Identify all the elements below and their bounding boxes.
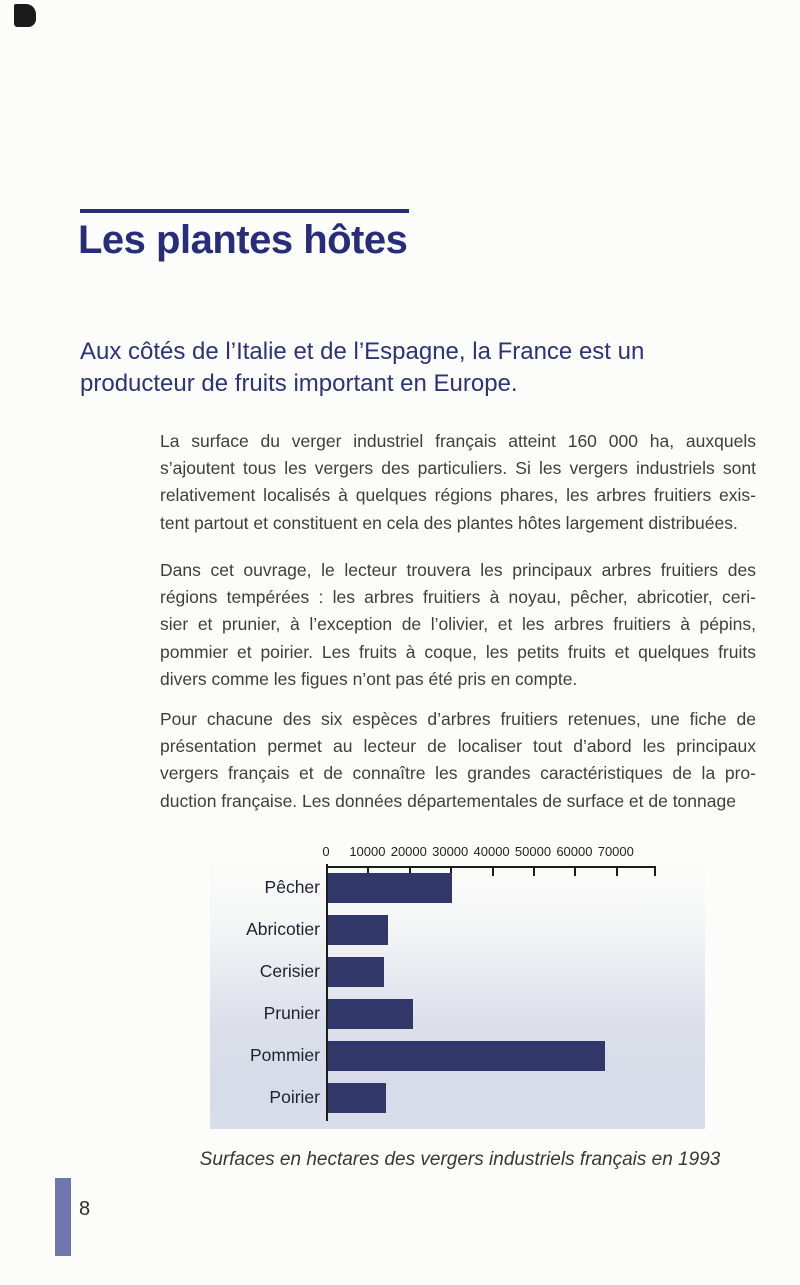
text-line: tent partout et constituent en cela des plantes hôtes largement distribuées. (160, 512, 738, 533)
text-line: duction française. Les données départementales de surface et de tonnage (160, 790, 736, 811)
text-line: s’ajoutent tous les vergers des particuliers. Si les vergers industriels sont (160, 458, 756, 479)
x-axis-tick-label: 0 (322, 844, 330, 859)
category-label: Cerisier (259, 961, 320, 981)
chart-caption: Surfaces en hectares des vergers industriels français en 1993 (199, 1149, 721, 1170)
bar-abricotier (328, 915, 388, 945)
text-line: présentation permet au lecteur de localiser tout d’abord les principaux (160, 736, 756, 757)
x-axis-tick-label: 10000 (349, 844, 386, 859)
x-axis-tick-label: 20000 (390, 844, 427, 859)
lead-line: Aux côtés de l’Italie et de l’Espagne, la France est un (80, 338, 645, 365)
bar-prunier (328, 999, 413, 1029)
text-line: divers comme les figues n’ont pas été pris en compte. (160, 668, 578, 689)
bar-cerisier (328, 957, 384, 987)
x-axis-tick-label: 70000 (597, 844, 634, 859)
x-axis-tick (492, 866, 494, 876)
category-label: Prunier (263, 1003, 320, 1023)
text-line: Pour chacune des six espèces d’arbres fruitiers retenues, une fiche de (160, 709, 756, 729)
x-axis-tick-label: 60000 (556, 844, 593, 859)
text-line: La surface du verger industriel français atteint 160 000 ha, auxquels (160, 431, 756, 451)
category-label: Poirier (269, 1087, 320, 1107)
paragraph-1 (160, 428, 756, 537)
x-axis-tick (574, 866, 576, 876)
lead-paragraph (80, 336, 740, 400)
category-label: Abricotier (246, 919, 320, 939)
lead-line: producteur de fruits important en Europe. (80, 370, 518, 397)
x-axis-end-tick (654, 866, 656, 876)
bar-pecher (328, 873, 452, 903)
paragraph-2 (160, 557, 756, 693)
page-marker-bar (55, 1178, 71, 1256)
paragraph-3 (160, 706, 756, 815)
chart-plot-area (210, 844, 705, 1129)
category-label: Pommier (249, 1045, 320, 1065)
category-label: Pêcher (264, 877, 320, 897)
title-rule (80, 209, 409, 213)
text-line: régions tempérées : les arbres fruitiers à noyau, pêcher, abricotier, ceri- (160, 587, 756, 608)
bar-poirier (328, 1083, 386, 1113)
text-line: vergers français et de connaître les grandes caractéristiques de la pro- (160, 763, 756, 784)
x-axis-tick-label: 40000 (473, 844, 510, 859)
page-number: 8 (79, 1198, 91, 1220)
page-title: Les plantes hôtes (78, 218, 408, 262)
x-axis-tick (533, 866, 535, 876)
text-line: sier et prunier, à l’exception de l’olivier, et les arbres fruitiers à pépins, (160, 614, 756, 635)
bar-chart (210, 844, 705, 1129)
x-axis-tick-label: 50000 (514, 844, 552, 859)
x-axis-tick-label: 30000 (432, 844, 469, 859)
text-line: pommier et poirier. Les fruits à coque, les petits fruits et quelques fruits (160, 641, 756, 662)
bar-pommier (328, 1041, 605, 1071)
x-axis-tick (616, 866, 618, 876)
text-line: relativement localisés à quelques régions phares, les arbres fruitiers exis- (160, 485, 756, 506)
text-line: Dans cet ouvrage, le lecteur trouvera les principaux arbres fruitiers des (160, 560, 756, 580)
scan-artifact (14, 4, 36, 27)
